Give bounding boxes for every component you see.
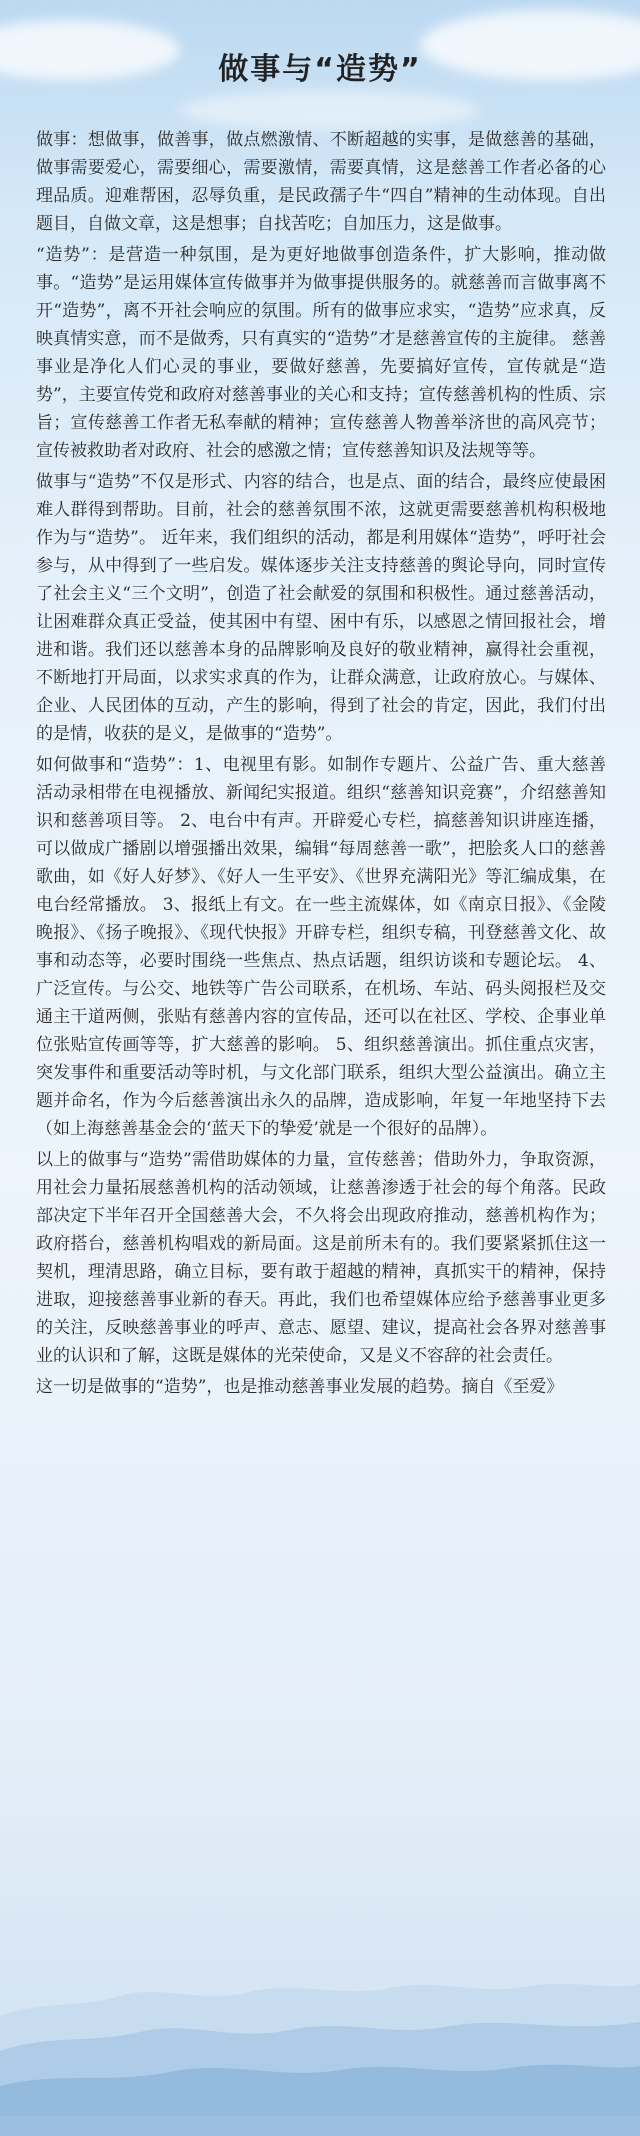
paragraph-conclusion: 这一切是做事的“造势”，也是推动慈善事业发展的趋势。摘自《至爱》 <box>36 1377 564 1397</box>
cloud-decoration <box>180 90 480 130</box>
water-band <box>0 2116 640 2136</box>
paragraph-media-power: 以上的做事与“造势”需借助媒体的力量，宣传慈善；借助外力，争取资源，用社会力量拓展慈善机构的活动领域，让慈善渗透于社会的每个角落。民政部决定下半年召开全国慈善大会，不久将会出现政府推动，慈善机构作为；政府搭台，慈善机构唱戏的新局面。这是前所未有的。我们要紧紧抓住这一契机，理清思路，确立目标，要有敢于超越的精神，真抓实干的精神，保持进取，迎接慈善事业新的春天。再此，我们也希望媒体应给予慈善事业更多的关注，反映慈善事业的呼声、意志、愿望、建议，提高社会各界对慈善事业的认识和了解，这既是媒体的光荣使命，又是义不容辞的社会责任。 <box>36 1150 606 1366</box>
article-body <box>36 126 606 1401</box>
paragraph-creating-momentum: “造势”：是营造一种氛围，是为更好地做事创造条件，扩大影响，推动做事。“造势”是运用媒体宣传做事并为做事提供服务的。就慈善而言做事离不开“造势”，离不开社会响应的氛围。所有的做事应求实，“造势”应求真，反映真情实意，而不是做秀，只有真实的“造势”才是慈善宣传的主旋律。 慈善事业是净化人们心灵的事业，要做好慈善，先要搞好宣传，宣传就是“造势”，主要宣传党和政府对慈善事业的关心和支持；宣传慈善机构的性质、宗旨；宣传慈善工作者无私奉献的精神；宣传慈善人物善举济世的高风亮节；宣传被救助者对政府、社会的感激之情；宣传慈善知识及法规等等。 <box>36 245 606 461</box>
paragraph-doing-things: 做事：想做事，做善事，做点燃激情、不断超越的实事，是做慈善的基础，做事需要爱心，需要细心，需要激情，需要真情，这是慈善工作者必备的心理品质。迎难帮困，忍辱负重，是民政孺子牛“四自”精神的生动体现。自出题目，自做文章，这是想事；自找苦吃；自加压力，这是做事。 <box>36 130 606 234</box>
paragraph-combination: 做事与“造势”不仅是形式、内容的结合，也是点、面的结合，最终应使最困难人群得到帮助。目前，社会的慈善氛围不浓，这就更需要慈善机构积极地作为与“造势”。 近年来，我们组织的活动，都是利用媒体“造势”，呼吁社会参与，从中得到了一些启发。媒体逐步关注支持慈善的舆论导向，同时宣传了社会主义“三个文明”，创造了社会献爱的氛围和积极性。通过慈善活动，让困难群众真正受益，使其困中有望、困中有乐，以感恩之情回报社会，增进和谐。我们还以慈善本身的品牌影响及良好的敬业精神，赢得社会重视，不断地打开局面，以求实求真的作为，让群众满意，让政府放心。与媒体、企业、人民团体的互动，产生的影响，得到了社会的肯定，因此，我们付出的是情，收获的是义，是做事的“造势”。 <box>36 472 606 744</box>
paragraph-how-to: 如何做事和“造势”：1、电视里有影。如制作专题片、公益广告、重大慈善活动录相带在电视播放、新闻纪实报道。组织“慈善知识竞赛”，介绍慈善知识和慈善项目等。 2、电台中有声。开辟爱心专栏，搞慈善知识讲座连播，可以做成广播剧以增强播出效果，编辑“每周慈善一歌”，把脍炙人口的慈善歌曲，如《好人好梦》、《好人一生平安》、《世界充满阳光》等汇编成集，在电台经常播放。 3、报纸上有文。在一些主流媒体，如《南京日报》、《金陵晚报》、《扬子晚报》、《现代快报》开辟专栏，组织专稿，刊登慈善文化、故事和动态等，必要时围绕一些焦点、热点话题，组织访谈和专题论坛。 4、广泛宣传。与公交、地铁等广告公司联系，在机场、车站、码头阅报栏及交通主干道两侧，张贴有慈善内容的宣传品，还可以在社区、学校、企事业单位张贴宣传画等等，扩大慈善的影响。 5、组织慈善演出。抓住重点灾害，突发事件和重要活动等时机，与文化部门联系，组织大型公益演出。确立主题并命名，作为今后慈善演出永久的品牌，造成影响，年复一年地坚持下去（如上海慈善基金会的‘蓝天下的挚爱’就是一个很好的品牌）。 <box>36 755 606 1139</box>
mountain-landscape <box>0 1946 640 2136</box>
article-title: 做事与“造势” <box>218 52 422 87</box>
